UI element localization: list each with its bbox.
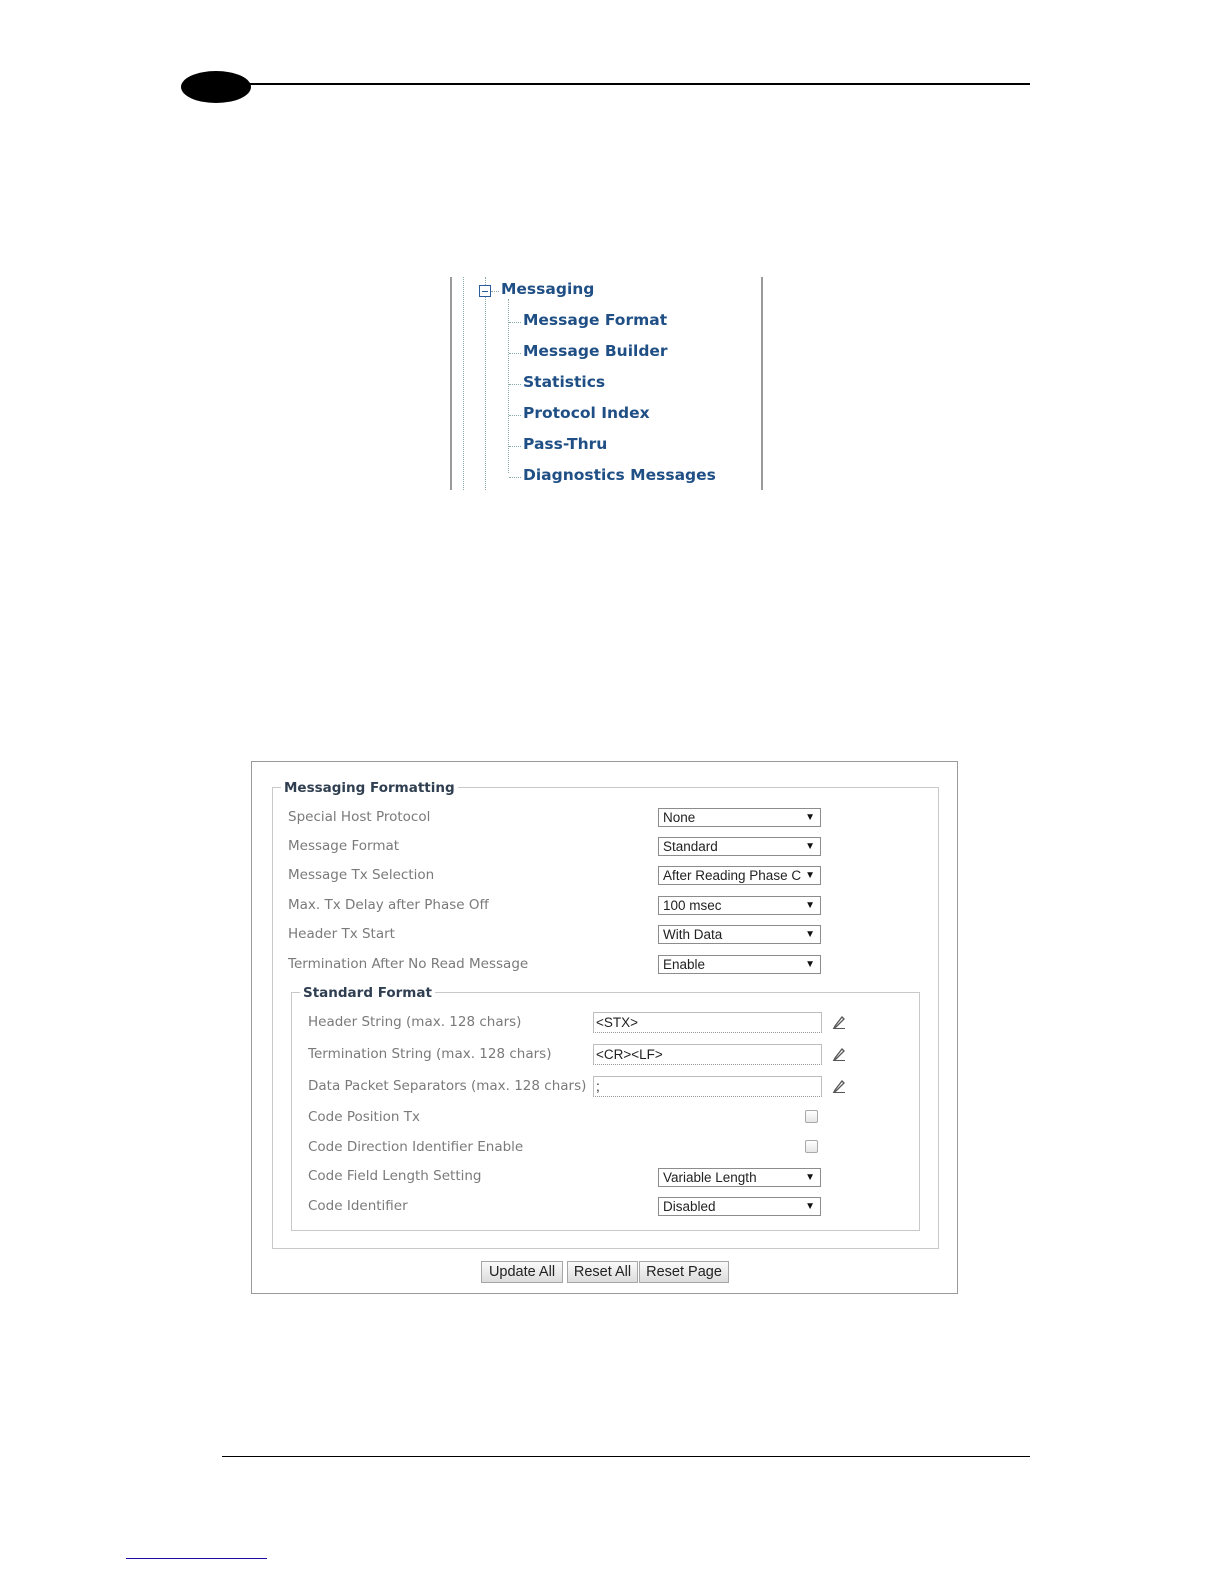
footer-link-underline xyxy=(126,1558,267,1559)
special-host-protocol-select[interactable] xyxy=(658,808,821,827)
header-string-input[interactable]: <STX> xyxy=(593,1012,822,1033)
edit-pencil-icon[interactable] xyxy=(832,1015,846,1029)
dropdown-arrow-icon: ▼ xyxy=(805,841,815,852)
max-tx-delay-label: Max. Tx Delay after Phase Off xyxy=(288,897,489,913)
tree-connector xyxy=(491,291,499,292)
tree-guide-line xyxy=(485,277,486,285)
termination-string-label: Termination String (max. 128 chars) xyxy=(308,1046,552,1062)
chapter-number-badge xyxy=(181,71,251,103)
tree-node-statistics[interactable]: Statistics xyxy=(523,373,606,391)
tree-guide-line xyxy=(463,277,464,490)
header-rule xyxy=(245,83,1030,85)
special-host-protocol-label: Special Host Protocol xyxy=(288,809,431,825)
data-packet-separators-input[interactable]: ; xyxy=(593,1076,822,1097)
dropdown-arrow-icon: ▼ xyxy=(805,1172,815,1183)
edit-pencil-icon[interactable] xyxy=(832,1047,846,1061)
message-format-value: Standard xyxy=(663,839,718,854)
header-tx-start-label: Header Tx Start xyxy=(288,926,395,942)
tree-node-protocol-index[interactable]: Protocol Index xyxy=(523,404,650,422)
dropdown-arrow-icon: ▼ xyxy=(805,812,815,823)
tree-border-right xyxy=(761,277,763,490)
tree-connector xyxy=(509,477,521,478)
code-identifier-value: Disabled xyxy=(663,1199,716,1214)
dropdown-arrow-icon: ▼ xyxy=(805,929,815,940)
messaging-formatting-legend: Messaging Formatting xyxy=(281,780,458,796)
message-tx-selection-select[interactable] xyxy=(658,866,821,885)
tree-guide-line xyxy=(485,297,486,490)
dropdown-arrow-icon: ▼ xyxy=(805,900,815,911)
tree-connector xyxy=(509,446,521,447)
code-position-tx-label: Code Position Tx xyxy=(308,1109,420,1125)
tree-node-messaging[interactable]: Messaging xyxy=(501,280,595,298)
reset-page-button[interactable]: Reset Page xyxy=(639,1261,729,1283)
tree-node-message-builder[interactable]: Message Builder xyxy=(523,342,668,360)
tree-connector xyxy=(509,353,521,354)
code-identifier-label: Code Identifier xyxy=(308,1198,408,1214)
termination-after-no-read-select[interactable] xyxy=(658,955,821,974)
update-all-button[interactable]: Update All xyxy=(481,1261,563,1283)
footer-rule xyxy=(222,1456,1030,1457)
termination-after-no-read-value: Enable xyxy=(663,957,706,972)
termination-after-no-read-label: Termination After No Read Message xyxy=(288,956,529,972)
messaging-tree xyxy=(450,277,764,490)
header-tx-start-select[interactable] xyxy=(658,925,821,944)
tree-connector xyxy=(509,384,521,385)
dropdown-arrow-icon: ▼ xyxy=(805,959,815,970)
code-field-length-select[interactable] xyxy=(658,1168,821,1187)
max-tx-delay-select[interactable] xyxy=(658,896,821,915)
tree-connector xyxy=(509,415,521,416)
dropdown-arrow-icon: ▼ xyxy=(805,870,815,881)
special-host-protocol-value: None xyxy=(663,810,696,825)
header-tx-start-value: With Data xyxy=(663,927,723,942)
code-field-length-label: Code Field Length Setting xyxy=(308,1168,482,1184)
code-direction-identifier-checkbox[interactable] xyxy=(805,1140,818,1153)
code-identifier-select[interactable] xyxy=(658,1197,821,1216)
messaging-formatting-panel xyxy=(251,761,958,1294)
tree-node-diagnostics-messages[interactable]: Diagnostics Messages xyxy=(523,466,716,484)
header-string-label: Header String (max. 128 chars) xyxy=(308,1014,522,1030)
message-format-select[interactable] xyxy=(658,837,821,856)
reset-all-button[interactable]: Reset All xyxy=(567,1261,638,1283)
message-format-label: Message Format xyxy=(288,838,400,854)
collapse-icon[interactable] xyxy=(479,285,491,297)
message-tx-selection-label: Message Tx Selection xyxy=(288,867,435,883)
code-direction-identifier-label: Code Direction Identifier Enable xyxy=(308,1139,524,1155)
code-field-length-value: Variable Length xyxy=(663,1170,757,1185)
code-position-tx-checkbox[interactable] xyxy=(805,1110,818,1123)
data-packet-separators-label: Data Packet Separators (max. 128 chars) xyxy=(308,1078,587,1094)
standard-format-legend: Standard Format xyxy=(300,985,435,1001)
tree-node-message-format[interactable]: Message Format xyxy=(523,311,668,329)
message-tx-selection-value: After Reading Phase C xyxy=(663,868,802,883)
tree-border-left xyxy=(450,277,452,490)
max-tx-delay-value: 100 msec xyxy=(663,898,722,913)
edit-pencil-icon[interactable] xyxy=(832,1079,846,1093)
termination-string-input[interactable]: <CR><LF> xyxy=(593,1044,822,1065)
tree-connector xyxy=(509,322,521,323)
dropdown-arrow-icon: ▼ xyxy=(805,1201,815,1212)
tree-node-pass-thru[interactable]: Pass-Thru xyxy=(523,435,608,453)
